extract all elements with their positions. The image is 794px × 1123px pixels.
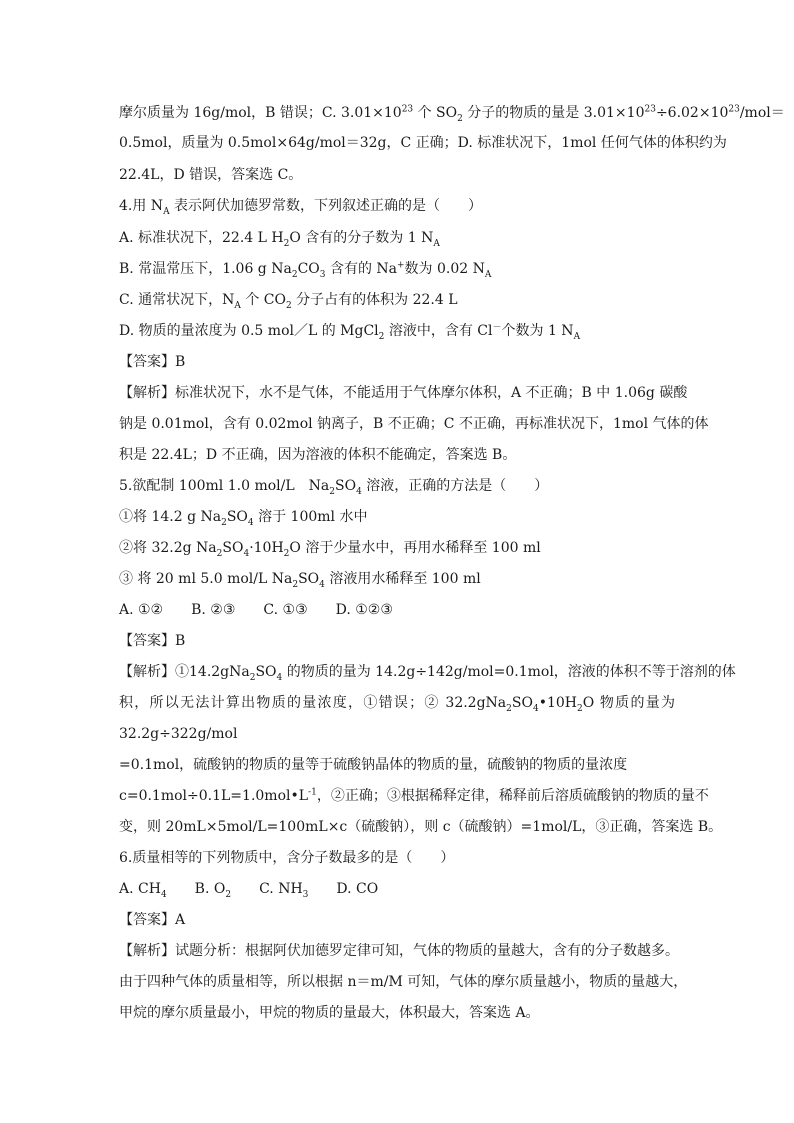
text-run: 溶液，正确的方法是（ ） <box>361 478 549 494</box>
text-run: 【解析】①14.2gNa <box>119 664 250 680</box>
subscript: 2 <box>292 579 299 590</box>
text-run: O 溶于少量水中，再用水稀释至 100 ml <box>289 540 541 556</box>
text-line <box>119 415 709 433</box>
text-run: SO <box>226 509 248 525</box>
text-line <box>119 260 491 278</box>
text-run: 个 SO <box>413 105 458 121</box>
text-run: 【答案】A <box>119 912 186 928</box>
text-line <box>119 508 367 526</box>
subscript: 2 <box>285 300 292 311</box>
text-run: 0.5mol，质量为 0.5mol×64g/mol＝32g，C 正确；D. 标准状况下，1mol 任何气体的体积约为 <box>119 135 727 151</box>
text-line <box>119 849 454 867</box>
text-run: 22.4L，D 错误，答案选 C。 <box>119 167 303 183</box>
text-run: =0.1mol，硫酸钠的物质的量等于硫酸钠晶体的物质的量，硫酸钠的物质的量浓度 <box>119 757 628 773</box>
subscript: 2 <box>283 238 290 249</box>
text-run: 6.质量相等的下列物质中，含分子数最多的是（ ） <box>119 850 455 866</box>
text-run: ·10H <box>249 540 284 556</box>
subscript: 2 <box>225 889 232 900</box>
subscript: 3 <box>302 889 309 900</box>
text-line <box>119 911 185 929</box>
subscript: 2 <box>457 113 463 124</box>
text-run: 【解析】试题分析：根据阿伏加德罗定律可知，气体的物质的量越大，含有的分子数越多。 <box>119 943 679 959</box>
text-line <box>119 601 393 619</box>
text-run: 表示阿伏加德罗常数，下列叙述正确的是（ ） <box>169 198 483 214</box>
subscript: 2 <box>329 486 335 497</box>
text-run: 【答案】B <box>119 633 186 649</box>
text-line <box>119 291 458 309</box>
text-run: 变，则 20mL×5mol/L=100mL×c（硫酸钠），则 c（硫酸钠）=1mol/L，③正确，答案选 B。 <box>119 819 723 835</box>
superscript: 23 <box>644 104 656 115</box>
text-run: 32.2g÷322g/mol <box>119 726 238 742</box>
text-line <box>119 570 481 588</box>
text-run: ÷6.02×10 <box>655 105 729 121</box>
text-line <box>119 539 541 557</box>
text-run: CO <box>297 261 320 277</box>
subscript: 4 <box>243 548 250 559</box>
text-run: SO <box>334 478 357 494</box>
text-run: B. 常温常压下，1.06 g Na <box>119 261 292 277</box>
subscript: 4 <box>356 486 362 497</box>
text-run: SO <box>511 695 533 711</box>
text-run: 的物质的量为 14.2g÷142g/mol=0.1mol，溶液的体积不等于溶剂的体 <box>282 664 736 680</box>
subscript: 2 <box>576 703 583 714</box>
text-run: /mol＝ <box>739 105 785 121</box>
text-run: SO <box>255 664 277 680</box>
text-run: 4.用 N <box>119 198 164 214</box>
text-line <box>119 384 688 402</box>
text-run: 个数为 1 N <box>501 323 574 339</box>
text-line <box>119 942 679 960</box>
superscript: -1 <box>308 787 317 798</box>
text-run: 【答案】B <box>119 354 186 370</box>
text-run: 甲烷的摩尔质量最小，甲烷的物质的量最大，体积最大，答案选 A。 <box>119 1005 540 1021</box>
text-run: 个 CO <box>240 292 286 308</box>
text-run: 由于四种气体的质量相等，所以根据 n＝m/M 可知，气体的摩尔质量越小，物质的量越大， <box>119 974 688 990</box>
text-run: 分子的物质的量是 3.01×10 <box>462 105 645 121</box>
text-run: ③ 将 20 ml 5.0 mol/L Na <box>119 571 293 587</box>
text-run: 5.欲配制 100ml 1.0 mol/L Na <box>119 478 330 494</box>
text-run: 溶于 100ml 水中 <box>253 509 368 525</box>
text-run: 数为 0.02 N <box>404 261 485 277</box>
subscript: 2 <box>378 331 385 342</box>
subscript: 4 <box>532 703 539 714</box>
text-run: A. CH <box>119 881 161 897</box>
text-run: 摩尔质量为 16g/mol，B 错误；C. 3.01×10 <box>119 105 402 121</box>
text-run: 积是 22.4L；D 不正确，因为溶液的体积不能确定，答案选 B。 <box>119 447 517 463</box>
superscript: － <box>492 322 502 333</box>
text-line <box>119 134 727 152</box>
text-run: 溶液用水稀释至 100 ml <box>324 571 481 587</box>
text-run: •10H <box>538 695 577 711</box>
text-run: 【解析】标准状况下，水不是气体，不能适用于气体摩尔体积，A 不正确；B 中 1.06g 碳酸 <box>119 385 688 401</box>
text-line <box>119 1004 540 1022</box>
text-run: ，②正确；③根据稀释定律，稀释前后溶质硫酸钠的物质的量不 <box>316 788 709 804</box>
text-run: 分子占有的体积为 22.4 L <box>291 292 458 308</box>
subscript: 2 <box>291 269 298 280</box>
text-line <box>119 818 723 836</box>
text-run: 积，所以无法计算出物质的量浓度，①错误；② 32.2gNa <box>119 695 507 711</box>
superscript: + <box>397 260 405 271</box>
text-line <box>119 197 482 215</box>
text-run: SO <box>222 540 244 556</box>
subscript: A <box>433 238 440 249</box>
text-line <box>119 725 237 743</box>
subscript: 2 <box>283 548 290 559</box>
subscript: A <box>484 269 492 280</box>
text-line <box>119 973 688 991</box>
text-run: c=0.1mol÷0.1L=1.0mol•L <box>119 788 309 804</box>
text-run: C. NH <box>231 881 303 897</box>
subscript: A <box>234 300 241 311</box>
text-line <box>119 166 302 184</box>
text-run: C. 通常状况下，N <box>119 292 235 308</box>
text-line <box>119 229 440 247</box>
text-run: D. CO <box>308 881 379 897</box>
text-line <box>119 694 675 712</box>
text-run: 含有的 Na <box>325 261 397 277</box>
subscript: 2 <box>221 517 227 528</box>
subscript: A <box>163 206 170 217</box>
text-line <box>119 787 709 805</box>
text-run: O 物质的量为 <box>582 695 675 711</box>
text-run: A. ①② B. ②③ C. ①③ D. ①②③ <box>119 602 393 618</box>
superscript: 23 <box>401 104 414 115</box>
text-run: 钠是 0.01mol，含有 0.02mol 钠离子，B 不正确；C 不正确，再标准状况下，1mol 气体的体 <box>119 416 709 432</box>
text-run: ①将 14.2 g Na <box>119 509 222 525</box>
subscript: 3 <box>319 269 326 280</box>
subscript: A <box>573 331 581 342</box>
subscript: 4 <box>276 672 283 683</box>
subscript: 2 <box>506 703 512 714</box>
text-run: D. 物质的量浓度为 0.5 mol／L 的 MgCl <box>119 323 379 339</box>
text-run: O 含有的分子数为 1 N <box>289 230 434 246</box>
text-line <box>119 756 627 774</box>
superscript: 23 <box>728 104 740 115</box>
subscript: 2 <box>216 548 223 559</box>
text-run: 溶液中，含有 Cl <box>384 323 493 339</box>
text-line <box>119 353 185 371</box>
text-line <box>119 632 185 650</box>
subscript: 2 <box>249 672 256 683</box>
text-run: B. O <box>166 881 226 897</box>
text-line <box>119 880 378 898</box>
subscript: 4 <box>160 889 167 900</box>
text-line <box>119 663 736 683</box>
text-run: SO <box>298 571 320 587</box>
text-run: A. 标准状况下，22.4 L H <box>119 230 284 246</box>
subscript: 4 <box>319 579 325 590</box>
text-line <box>119 477 548 495</box>
text-line <box>119 322 580 340</box>
subscript: 4 <box>247 517 254 528</box>
text-run: ②将 32.2g Na <box>119 540 217 556</box>
text-line <box>119 446 516 464</box>
